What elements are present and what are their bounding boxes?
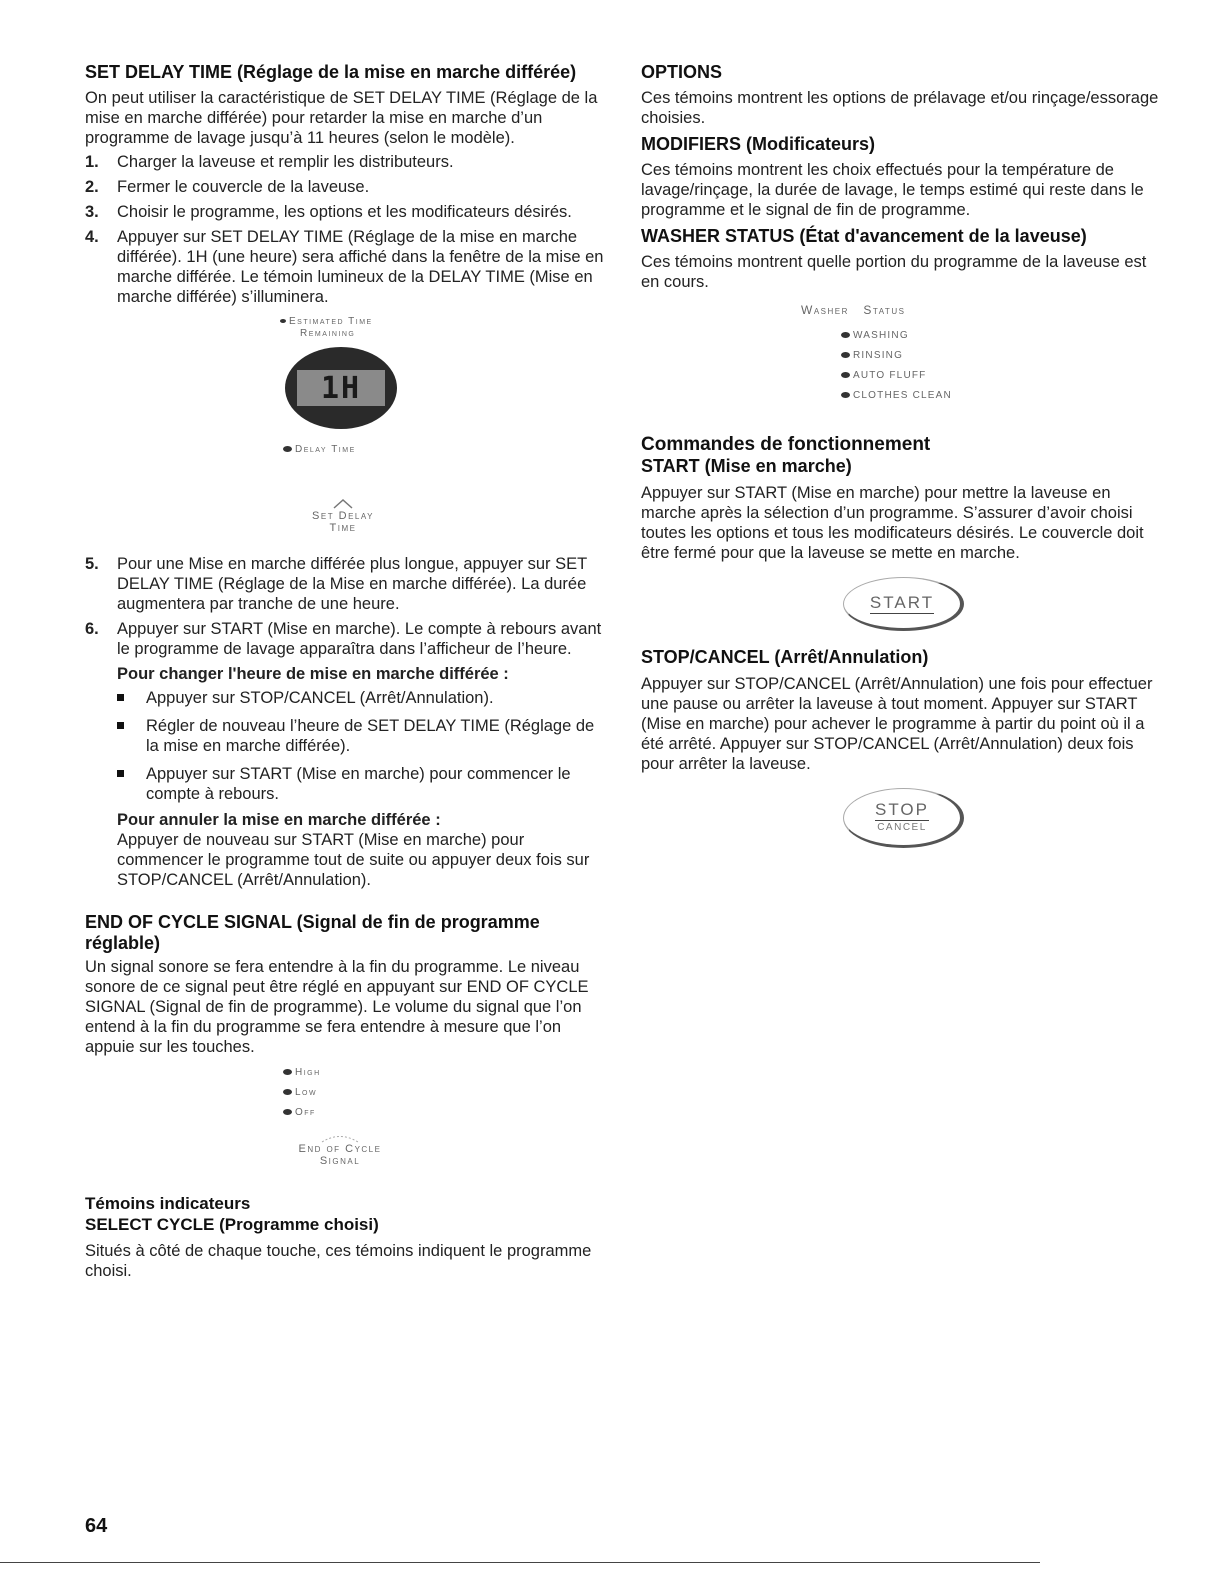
stop-cancel-text: Appuyer sur STOP/CANCEL (Arrêt/Annulation) une fois pour effectuer une pause ou arrêter la laveuse à tout moment. Appuyer sur START (Mise en marche) pour achever le programme à partir du point où il a été arrêté. Appuyer sur STOP/CANCEL (Arrêt/Annulation) deux fois pour arrêter la laveuse.: [641, 675, 1153, 773]
stop-cancel-heading: STOP/CANCEL (Arrêt/Annulation): [641, 647, 929, 667]
indicator-dot-icon: [283, 446, 292, 452]
set-delay-button[interactable]: Set Delay Time: [293, 498, 393, 544]
indicators-heading: Témoins indicateurs: [85, 1194, 251, 1213]
right-column: [641, 62, 1166, 864]
indicator-dot-icon: [841, 372, 850, 378]
list-item: 2. Fermer le couvercle de la laveuse.: [85, 178, 370, 196]
delay-time-indicator: Delay Time: [283, 444, 356, 456]
delay-steps-list-continued: [85, 554, 605, 659]
end-of-cycle-button[interactable]: End of Cycle Signal: [275, 1133, 405, 1167]
indicator-dot-icon: [283, 1069, 292, 1075]
signal-level-off: Off: [283, 1107, 316, 1119]
select-cycle-heading: SELECT CYCLE (Programme choisi): [85, 1215, 379, 1234]
washer-status-figure: [641, 292, 1166, 422]
washer-status-list: [841, 330, 952, 410]
left-column: [85, 62, 605, 1281]
list-item: Appuyer sur START (Mise en marche) pour commencer le compte à rebours.: [117, 764, 605, 804]
change-delay-heading: Pour changer l'heure de mise en marche différée :: [117, 665, 509, 683]
list-item: 1. Charger la laveuse et remplir les distributeurs.: [85, 153, 454, 171]
start-heading: START (Mise en marche): [641, 456, 852, 476]
list-item: Appuyer sur STOP/CANCEL (Arrêt/Annulation).: [117, 688, 605, 708]
delay-display-figure: [85, 312, 605, 548]
end-of-cycle-figure: [85, 1057, 605, 1183]
set-delay-intro: On peut utiliser la caractéristique de SET DELAY TIME (Réglage de la mise en marche différée) pour retarder la mise en marche d’un programme de lavage jusqu’à 11 heures (selon le modèle).: [85, 89, 598, 147]
set-delay-heading: SET DELAY TIME (Réglage de la mise en marche différée): [85, 62, 577, 82]
stop-cancel-figure: [641, 774, 1166, 864]
indicator-dot-icon: [283, 1109, 292, 1115]
washer-status-heading: WASHER STATUS (État d'avancement de la laveuse): [641, 226, 1087, 246]
washer-status-text: Ces témoins montrent quelle portion du programme de la laveuse est en cours.: [641, 253, 1147, 291]
page-number: 64: [85, 1515, 108, 1537]
select-cycle-text: Situés à côté de chaque touche, ces témoins indiquent le programme choisi.: [85, 1242, 592, 1280]
end-of-cycle-text: Un signal sonore se fera entendre à la fin du programme. Le niveau sonore de ce signal peut être réglé en appuyant sur END OF CYCLE SIGNAL (Signal de fin de programme). Le volume du signal que l’on entend à la fin du programme se fera entendre à mesure que l’on appuie sur les touches.: [85, 958, 589, 1056]
indicator-dot-icon: [841, 332, 850, 338]
up-arrow-icon: [332, 498, 354, 510]
end-of-cycle-heading: END OF CYCLE SIGNAL (Signal de fin de programme réglable): [85, 912, 540, 953]
button-outline-icon: [320, 1133, 360, 1143]
indicator-dot-icon: [283, 1089, 292, 1095]
display-value: 1H: [320, 370, 362, 406]
signal-level-high: High: [283, 1067, 321, 1079]
start-button[interactable]: START: [843, 577, 964, 631]
list-item: 3. Choisir le programme, les options et les modificateurs désirés.: [85, 203, 572, 221]
indicator-dot-icon: [280, 319, 286, 323]
status-clothes-clean: CLOTHES CLEAN: [841, 390, 952, 401]
cancel-delay-heading: Pour annuler la mise en marche différée :: [117, 811, 441, 829]
modifiers-text: Ces témoins montrent les choix effectués pour la température de lavage/rinçage, la durée de lavage, le temps estimé qui reste dans le programme et le signal de fin de programme.: [641, 161, 1144, 219]
bullet-square-icon: [117, 722, 124, 729]
list-item: 5. Pour une Mise en marche différée plus longue, appuyer sur SET DELAY TIME (Réglage de la Mise en marche différée). La durée augmentera par tranche de une heure.: [85, 555, 587, 613]
cancel-delay-text: Appuyer de nouveau sur START (Mise en marche) pour commencer le programme tout de suite ou appuyer deux fois sur STOP/CANCEL (Arrêt/Annulation).: [117, 831, 590, 889]
status-washing: WASHING: [841, 330, 952, 341]
indicator-dot-icon: [841, 392, 850, 398]
remaining-label: Remaining: [300, 328, 356, 339]
delay-display-window: [285, 347, 397, 429]
list-item: 6. Appuyer sur START (Mise en marche). Le compte à rebours avant le programme de lavage apparaîtra dans l’afficheur de l’heure.: [85, 620, 602, 658]
signal-level-low: Low: [283, 1087, 317, 1099]
footer-rule: [0, 1562, 1040, 1563]
estimated-time-label: Estimated Time: [280, 316, 373, 328]
list-item: Régler de nouveau l’heure de SET DELAY TIME (Réglage de la mise en marche différée).: [117, 716, 605, 756]
start-figure: [641, 563, 1166, 643]
bullet-square-icon: [117, 770, 124, 777]
status-rinsing: RINSING: [841, 350, 952, 361]
indicator-dot-icon: [841, 352, 850, 358]
bullet-square-icon: [117, 694, 124, 701]
delay-steps-list: [85, 152, 605, 307]
start-text: Appuyer sur START (Mise en marche) pour mettre la laveuse en marche après la sélection d’un programme. S’assurer d’avoir choisi toutes les options et tous les modificateurs désirés. Le couvercle doit être fermé pour que la laveuse se mette en marche.: [641, 484, 1144, 562]
display-screen: [297, 370, 385, 406]
list-item: 4. Appuyer sur SET DELAY TIME (Réglage de la mise en marche différée). 1H (une heure) sera affiché dans la fenêtre de la mise en marche différée. Le témoin lumineux de la DELAY TIME (Mise en marche différée) s’illuminera.: [85, 228, 604, 306]
stop-cancel-button[interactable]: STOP CANCEL: [843, 788, 964, 848]
change-delay-list: [117, 688, 605, 804]
modifiers-heading: MODIFIERS (Modificateurs): [641, 134, 876, 154]
options-heading: OPTIONS: [641, 62, 723, 82]
commands-heading: Commandes de fonctionnement: [641, 434, 931, 455]
status-auto-fluff: AUTO FLUFF: [841, 370, 952, 381]
washer-status-title: Washer Status: [801, 303, 906, 317]
options-text: Ces témoins montrent les options de prélavage et/ou rinçage/essorage choisies.: [641, 89, 1159, 127]
